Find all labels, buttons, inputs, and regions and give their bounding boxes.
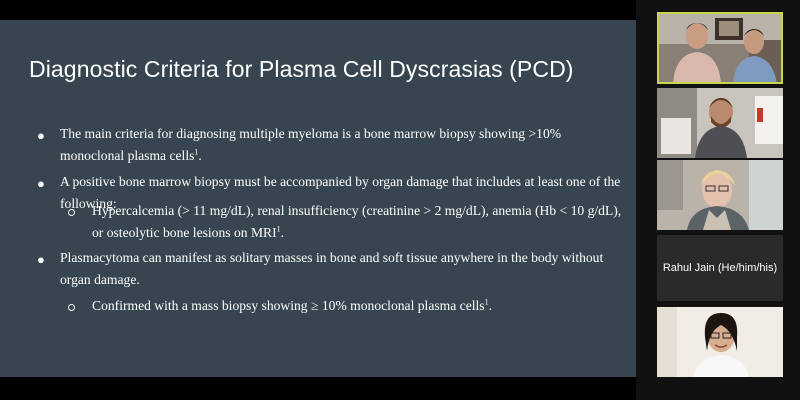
bullet-3-line-2: organ damage. [60,272,140,287]
participant-sidebar [636,0,800,400]
sub-bullet-3-line-1: Confirmed with a mass biopsy showing ≥ 10% monoclonal plasma cells$^1$. [92,297,492,313]
sub-bullet-circle [68,209,75,216]
sub-bullet-2-line-1: Hypercalcemia (> 11 mg/dL), renal insufficiency (creatinine > 2 mg/dL), anemia (Hb < 10 g/dL), [92,203,622,218]
bullet-dot: ● [37,252,45,267]
participant-video-tile[interactable] [657,307,783,377]
participant-video-tile[interactable] [657,160,783,230]
bullet-3-line-1: Plasmacytoma can manifest as solitary masses in bone and soft tissue anywhere in the body without [60,250,604,265]
bullet-1-line-1: The main criteria for diagnosing multiple myeloma is a bone marrow biopsy showing >10% [60,126,562,141]
participant-name: Rahul Jain (He/him/his) [662,262,778,274]
participant-video-tile[interactable] [657,88,783,158]
video-feed [657,307,783,377]
bullet-1-line-2: monoclonal plasma cells$^1$. [60,147,202,163]
sub-bullet-circle [68,304,75,311]
bullet-dot: ● [37,176,45,191]
sub-bullet-2-line-2: or osteolytic bone lesions on MRI$^1$. [92,224,285,240]
bullet-2-line-1: A positive bone marrow biopsy must be accompanied by organ damage that includes at least one of the [60,174,621,189]
participant-video-tile[interactable] [657,12,783,84]
slide-title: Diagnostic Criteria for Plasma Cell Dyscrasias (PCD) [29,56,574,82]
participant-name-tile[interactable] [657,235,783,301]
video-feed [657,160,783,230]
bullet-2-line-2: following: [60,196,117,211]
video-feed [657,12,783,84]
video-feed [657,88,783,158]
bullet-dot: ● [37,128,45,143]
shared-slide [0,20,636,377]
